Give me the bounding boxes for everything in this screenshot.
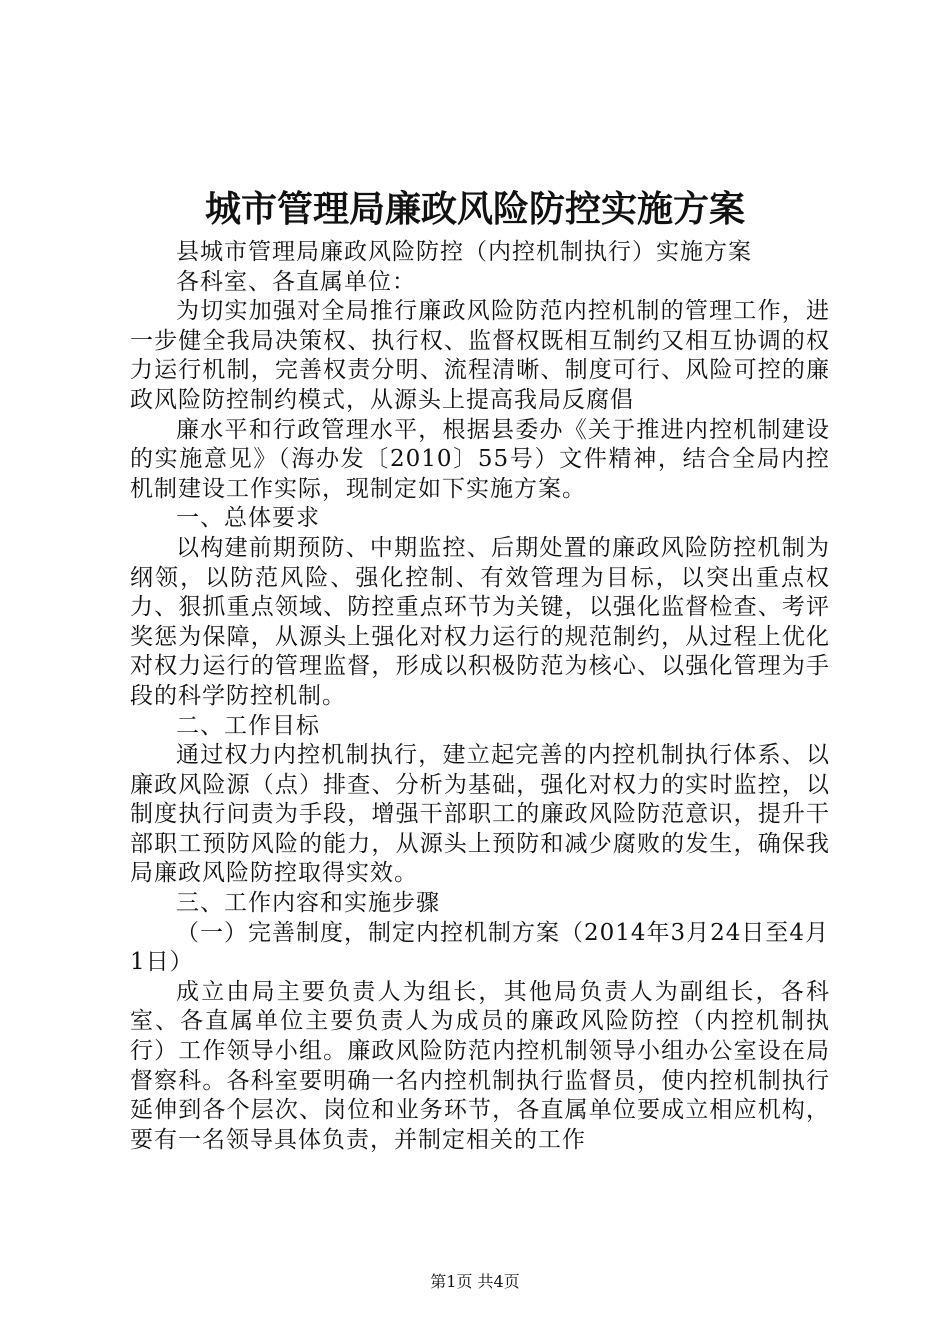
section-heading: 一、总体要求 (176, 505, 320, 532)
page-footer: 第1页 共4页 (430, 1272, 520, 1291)
intro-paragraph: 为切实加强对全局推行廉政风险防范内控机制的管理工作，进一步健全我局决策权、执行权、监督权既相互制约又相互协调的权力运行机制，完善权责分明、流程清晰、制度可行、风险可控的廉政风险防控制约模式，从源头上提高我局反腐倡 (130, 298, 830, 413)
section-heading: 二、工作目标 (176, 712, 320, 739)
subsection-heading: （一）完善制度，制定内控机制方案（2014年3月24日至4月1日） (130, 919, 830, 976)
body-paragraph: 以构建前期预防、中期监控、后期处置的廉政风险防控机制为纲领，以防范风险、强化控制、有效管理为目标，以突出重点权力、狠抓重点领域、防控重点环节为关键，以强化监督检查、考评奖惩为保障，从源头上强化对权力运行的规范制约，从过程上优化对权力运行的管理监督，形成以积极防范为核心、以强化管理为手段的科学防控机制。 (130, 534, 830, 709)
document-title: 城市管理局廉政风险防控实施方案 (204, 188, 745, 230)
intro-continued-paragraph: 廉水平和行政管理水平，根据县委办《关于推进内控机制建设的实施意见》（海办发〔2010〕55号）文件精神，结合全局内控机制建设工作实际，现制定如下实施方案。 (130, 416, 830, 502)
body-paragraph: 通过权力内控机制执行，建立起完善的内控机制执行体系、以廉政风险源（点）排查、分析为基础，强化对权力的实时监控，以制度执行问责为手段，增强干部职工的廉政风险防范意识，提升干部职工预防风险的能力，从源头上预防和减少腐败的发生，确保我局廉政风险防控取得实效。 (130, 742, 830, 887)
subtitle-paragraph: 县城市管理局廉政风险防控（内控机制执行）实施方案 (176, 239, 752, 265)
section-heading: 三、工作内容和实施步骤 (176, 890, 440, 917)
salutation-paragraph: 各科室、各直属单位： (176, 268, 416, 295)
document-body (130, 238, 830, 1155)
body-paragraph: 成立由局主要负责人为组长，其他局负责人为副组长，各科室、各直属单位主要负责人为成员的廉政风险防控（内控机制执行）工作领导小组。廉政风险防范内控机制领导小组办公室设在局督察科。各科室要明确一名内控机制执行监督员，使内控机制执行延伸到各个层次、岗位和业务环节，各直属单位要成立相应机构，要有一名领导具体负责，并制定相关的工作 (130, 978, 830, 1153)
